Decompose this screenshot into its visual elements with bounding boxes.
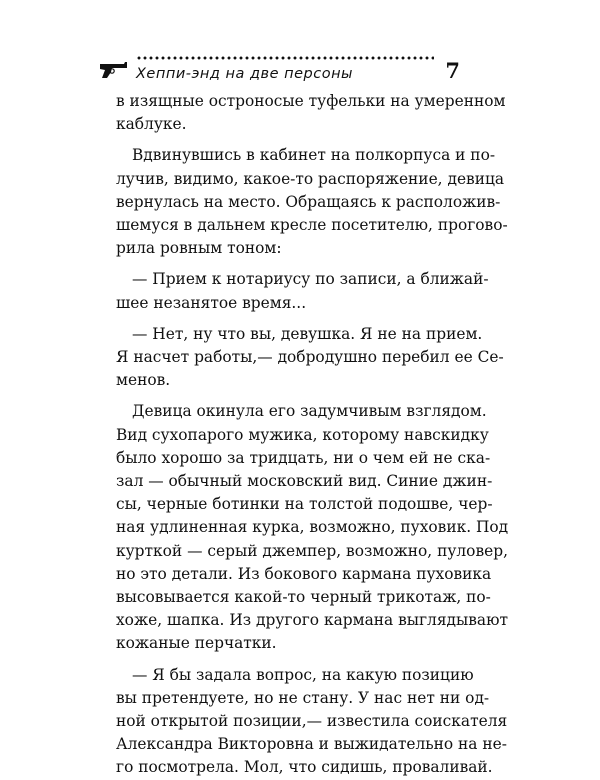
text-line: кожаные перчатки. [116,634,277,653]
running-title: Хеппи-энд на две персоны [136,66,353,82]
page-header [98,50,462,94]
text-line: шее незанятое время... [116,293,307,312]
text-line: Я насчет работы,— добродушно перебил ее Се- [116,348,504,367]
revolver-icon [98,60,128,80]
text-line: высовывается какой-то черный трикотаж, по- [116,588,491,607]
text-line: было хорошо за тридцать, ни о чем ей не ска- [116,448,491,467]
paragraph [116,268,489,314]
text-line: го посмотрела. Мол, что сидишь, проваливай. [116,758,493,777]
paragraph [116,323,504,393]
text-line: — Нет, ну что вы, девушка. Я не на прием. [132,324,483,343]
body-text [116,90,509,780]
paragraph [116,664,508,780]
text-line: Александра Викторовна и выжидательно на не- [116,735,507,754]
text-line: Девица окинула его задумчивым взглядом. [132,402,487,421]
text-line: — Я бы задала вопрос, на какую позицию [132,665,474,684]
dotted-rule [136,56,434,60]
text-line: зал — обычный московский вид. Синие джин- [116,472,493,491]
text-line: — Прием к нотариусу по записи, а ближай- [132,270,489,289]
page-number: 7 [445,58,460,83]
text-line: вы претендуете, но не стану. У нас нет ни од- [116,688,490,707]
text-line: Вид сухопарого мужика, которому навскидку [116,425,489,444]
text-line: ная удлиненная курка, возможно, пуховик. Под [116,518,509,537]
text-line: Вдвинувшись в кабинет на полкорпуса и по- [132,146,496,165]
text-line: ной открытой позиции,— известила соискателя [116,712,508,731]
text-line: каблуке. [116,115,187,134]
text-line: курткой — серый джемпер, возможно, пуловер, [116,541,508,560]
paragraph [116,144,508,260]
text-line: лучив, видимо, какое-то распоряжение, девица [116,169,505,188]
text-line: хоже, шапка. Из другого кармана выглядывают [116,611,509,630]
text-line: сы, черные ботинки на толстой подошве, чер- [116,495,493,514]
text-line: в изящные остроносые туфельки на умеренном [116,92,506,110]
paragraph [116,400,509,655]
text-line: шемуся в дальнем кресле посетителю, прогово- [116,216,508,235]
text-line: вернулась на место. Обращаясь к расположив- [116,192,501,211]
text-line: менов. [116,371,171,390]
paragraph [116,90,506,136]
text-line: рила ровным тоном: [116,239,282,258]
text-line: но это детали. Из бокового кармана пуховика [116,564,492,583]
